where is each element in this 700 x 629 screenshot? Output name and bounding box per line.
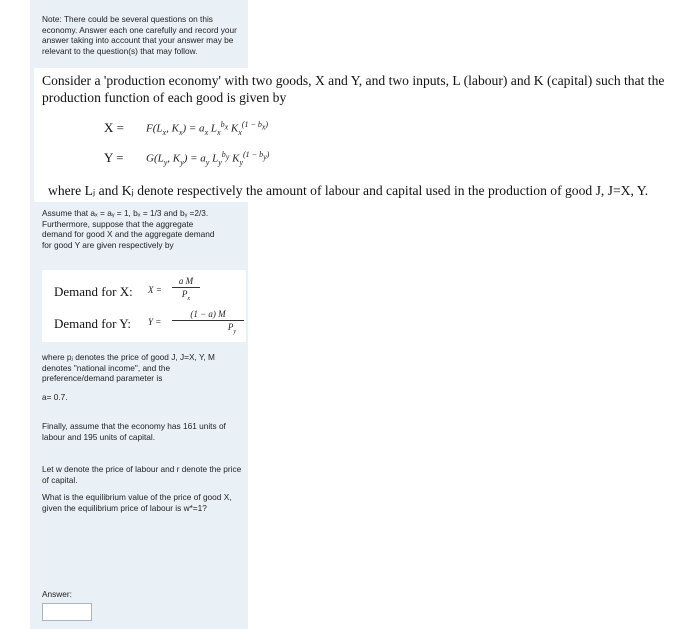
assume-text: Assume that aₓ = aᵧ = 1, bₓ = 1/3 and bᵧ =2/3. Furthermore, suppose that the aggregate demand for good X and the aggregate demand for good Y are given respectively by bbox=[42, 208, 215, 250]
y-equation-label: Y = bbox=[104, 150, 124, 165]
x-equation-label: X = bbox=[104, 120, 124, 135]
alpha-text: a= 0.7. bbox=[42, 392, 68, 402]
demand-x-fraction bbox=[172, 276, 200, 302]
demand-x-lhs: X = bbox=[148, 285, 162, 295]
note-text: Note: There could be several questions on this economy. Answer each one carefully and record your answer taking into account that your answer may be relevant to the question(s) that may follow. bbox=[42, 14, 237, 56]
demand-y-fraction bbox=[172, 309, 244, 335]
x-func-name: F(L bbox=[146, 122, 163, 135]
x-production-function: $F(L_x$, $K_x) = a_x$ $L_x^{b_x}$ $K_x^{(1 - b_x)}$ bbox=[146, 120, 269, 137]
demand-y-numerator: (1 − a) M bbox=[190, 309, 226, 319]
demand-x-denominator: $P_x$ bbox=[181, 289, 191, 302]
final-text: Finally, assume that the economy has 161 units of labour and 195 units of capital. bbox=[42, 421, 226, 442]
question-text: What is the equilibrium value of the price of good X, given the equilibrium price of labour is w*=1? bbox=[42, 492, 232, 513]
answer-input[interactable] bbox=[42, 603, 92, 621]
y-func-name: G(L bbox=[146, 152, 164, 165]
y-production-function: $G(L_y$, $K_y) = a_y$ $L_y^{b_y}$ $K_y^{(1 - b_y)}$ bbox=[146, 150, 270, 167]
demand-x-label: Demand for X: bbox=[54, 284, 133, 299]
let-text: Let w denote the price of labour and r denote the price of capital. bbox=[42, 464, 242, 485]
demand-y-lhs: Y = bbox=[148, 317, 162, 327]
intro-text: Consider a 'production economy' with two goods, X and Y, and two inputs, L (labour) and K (capital) such that the production function of each good is given by bbox=[42, 73, 665, 105]
demand-x-numerator: a M bbox=[178, 276, 194, 286]
answer-label: Answer: bbox=[42, 589, 72, 599]
price-text: where pⱼ denotes the price of good J, J=X, Y, M denotes "national income", and the preference/demand parameter is bbox=[42, 352, 215, 384]
demand-y-denominator: $P_y$ bbox=[227, 322, 236, 335]
where-text: where Lⱼ and Kⱼ denote respectively the amount of labour and capital used in the production of good J, J=X, Y. bbox=[48, 183, 649, 198]
demand-y-label: Demand for Y: bbox=[54, 316, 132, 331]
